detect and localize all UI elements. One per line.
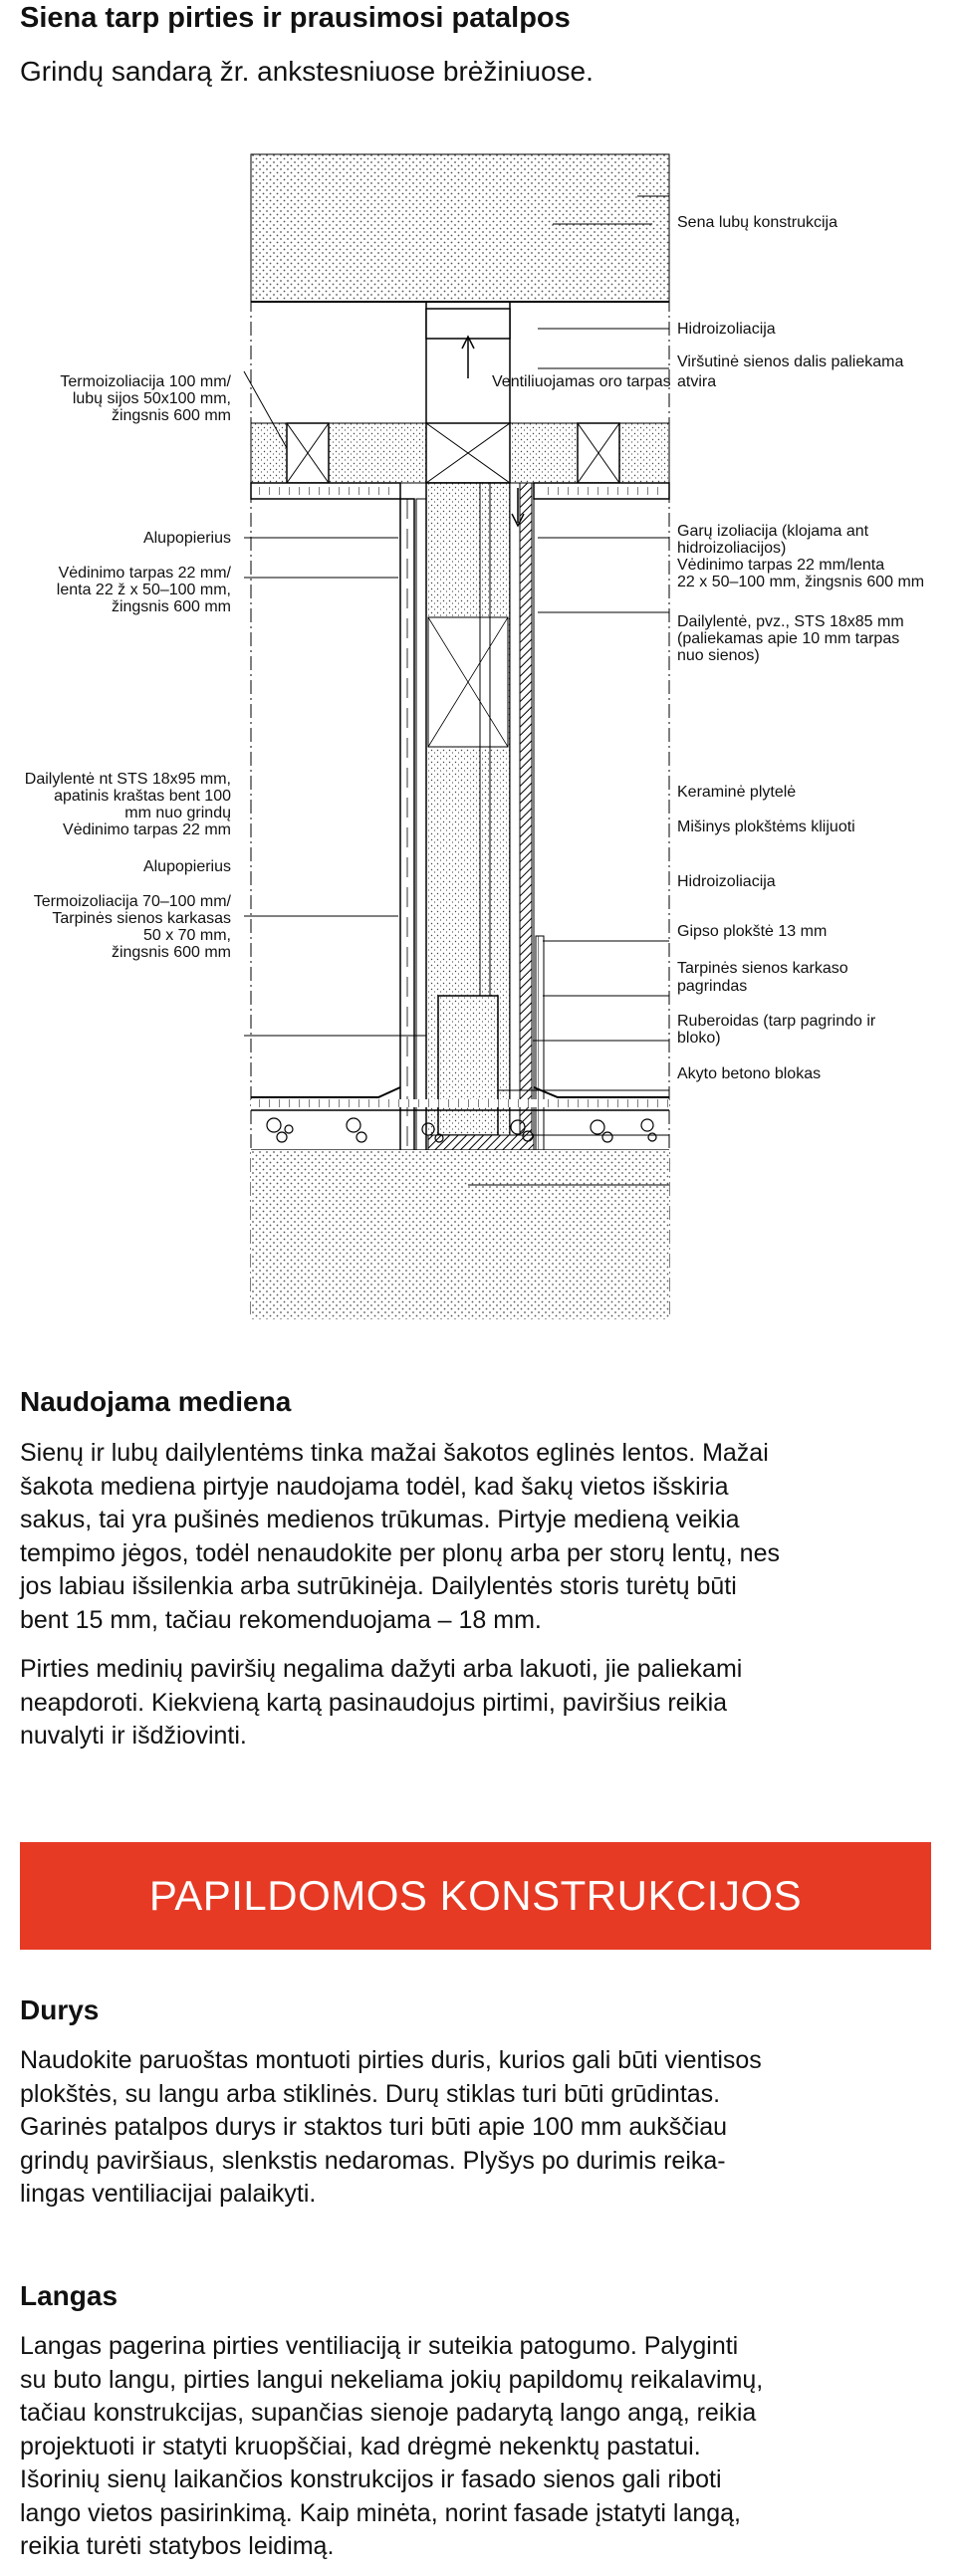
- ceiling-insulation-left: [251, 423, 426, 483]
- label-roofing-1: Ruberoidas (tarp pagrindo ir: [677, 1013, 876, 1030]
- label-old-ceiling: Sena lubų konstrukcija: [677, 214, 837, 231]
- section-banner: PAPILDOMOS KONSTRUKCIJOS: [20, 1842, 931, 1950]
- label-tile: Keraminė plytelė: [677, 784, 797, 801]
- label-alufoil-bottom: Alupopierius: [142, 858, 231, 875]
- label-panel-left-1: Dailylentė nt STS 18x95 mm,: [24, 771, 231, 788]
- label-vent-gap: Ventiliuojamas oro tarpas: [492, 373, 671, 390]
- wood-heading: Naudojama mediena: [20, 1386, 292, 1417]
- page-title: Siena tarp pirties ir prausimosi patalpos: [20, 2, 571, 34]
- label-panel-left-3: mm nuo grindų: [124, 805, 231, 821]
- label-vapor-1: Garų izoliacija (klojama ant: [677, 523, 869, 540]
- label-vapor-4: 22 x 50–100 mm, žingsnis 600 mm: [677, 574, 925, 590]
- label-wall-top-2: atvira: [677, 373, 717, 390]
- label-vapor-3: Vėdinimo tarpas 22 mm/lenta: [677, 557, 885, 574]
- label-insul-wall-1: Termoizoliacija 70–100 mm/: [33, 893, 231, 910]
- floor-line-right: [534, 1087, 669, 1097]
- label-frame-base-2: pagrindas: [677, 978, 748, 995]
- window-paragraph: Langas pagerina pirties ventiliaciją ir suteikia patogumo. Palyginti su buto langu, pirties langui nekeliama jokių papildomų reikalavimų, tačiau konstrukcijas, supančias sienoje padarytą lango angą, reikia projektuoti ir statyti kruopščiai, kad drėgmė nekenktų pastatui. Išorinių sienų laikančios konstrukcijos ir fasado sienos gali riboti lango vietos pasirinkimą. Kaip minėta, norint fasade įstatyti langą, reikia turėti statybos leidimą.: [20, 2332, 764, 2560]
- label-waterproofing-top: Hidroizoliacija: [677, 321, 776, 338]
- label-insul-ceiling-1: Termoizoliacija 100 mm/: [60, 373, 231, 390]
- label-insul-wall-3: 50 x 70 mm,: [142, 927, 231, 944]
- label-tile-adhesive: Mišinys plokštėms klijuoti: [677, 819, 855, 835]
- label-insul-ceiling-3: žingsnis 600 mm: [111, 407, 231, 424]
- label-insul-wall-4: žingsnis 600 mm: [111, 944, 231, 961]
- label-panel-right-2: (paliekamas apie 10 mm tarpas: [677, 630, 900, 647]
- label-vent-left-2: lenta 22 ž x 50–100 mm,: [56, 582, 231, 598]
- label-panel-left-2: apatinis kraštas bent 100: [54, 788, 231, 805]
- right-panel-hatch: [520, 483, 532, 1226]
- wood-paragraph-1: Sienų ir lubų dailylentėms tinka mažai šakotos eglinės lentos. Mažai šakota mediena pirtyje naudojama todėl, kad šakų vietos išskiria sakus, tai yra pušinės medienos trūkumas. Pirtyje medieną veikia tempimo jėgos, todėl nenaudokite per plonų arba per storų lentų, nes jos labiau išsilenkia arba sutrūkinėja. Dailylentės storis turėtų būti bent 15 mm, tačiau rekomenduojama – 18 mm.: [20, 1439, 780, 1634]
- window-heading: Langas: [20, 2280, 119, 2311]
- label-vent-left-3: žingsnis 600 mm: [111, 598, 231, 615]
- vent-arrow-up: [462, 337, 474, 378]
- label-panel-right-3: nuo sienos): [677, 647, 760, 664]
- label-roofing-2: bloko): [677, 1030, 721, 1047]
- label-insul-wall-2: Tarpinės sienos karkasas: [52, 910, 231, 927]
- doors-paragraph: Naudokite paruoštas montuoti pirties duris, kurios gali būti vientisos plokštės, su langu arba stiklinės. Durų stiklas turi būti grūdintas. Garinės patalpos durys ir staktos turi būti apie 100 mm aukščiau grindų paviršiaus, slenkstis nedaromas. Plyšys po durimis reika- lingas ventiliacijai palaikyti.: [20, 2046, 762, 2208]
- doors-heading: Durys: [20, 1994, 100, 2025]
- left-battens: [416, 499, 426, 1226]
- label-vent-left-1: Vėdinimo tarpas 22 mm/: [58, 565, 231, 582]
- label-panel-right-1: Dailylentė, pvz., STS 18x85 mm: [677, 613, 904, 630]
- top-waterproofing-block: [426, 309, 510, 339]
- label-aerated-block: Akyto betono blokas: [677, 1065, 822, 1082]
- label-vapor-2: hidroizoliacijos): [677, 540, 787, 557]
- wall-section-drawing: [0, 139, 956, 1324]
- frame-base-block: [438, 996, 498, 1135]
- old-ceiling-slab: [251, 154, 669, 302]
- label-alufoil-top: Alupopierius: [142, 530, 231, 547]
- label-panel-left-4: Vėdinimo tarpas 22 mm: [63, 821, 231, 838]
- floor-line-left: [251, 1087, 400, 1097]
- label-frame-base-1: Tarpinės sienos karkaso: [677, 960, 848, 977]
- right-vent-gap: [510, 483, 520, 1226]
- floor-tiles: [251, 1099, 669, 1107]
- label-waterproofing-bottom: Hidroizoliacija: [677, 873, 776, 890]
- page-subtitle: Grindų sandarą žr. ankstesniuose brėžiniuose.: [20, 56, 594, 87]
- wood-paragraph-2: Pirties medinių paviršių negalima dažyti arba lakuoti, jie paliekami neapdoroti. Kiekvieną kartą pasinaudojus pirtimi, paviršius reikia nuvalyti ir išdžiovinti.: [20, 1655, 743, 1750]
- label-wall-top-1: Viršutinė sienos dalis paliekama: [677, 353, 904, 370]
- label-insul-ceiling-2: lubų sijos 50x100 mm,: [72, 390, 231, 407]
- label-gypsum: Gipso plokštė 13 mm: [677, 923, 828, 940]
- concrete-base: [251, 1150, 669, 1319]
